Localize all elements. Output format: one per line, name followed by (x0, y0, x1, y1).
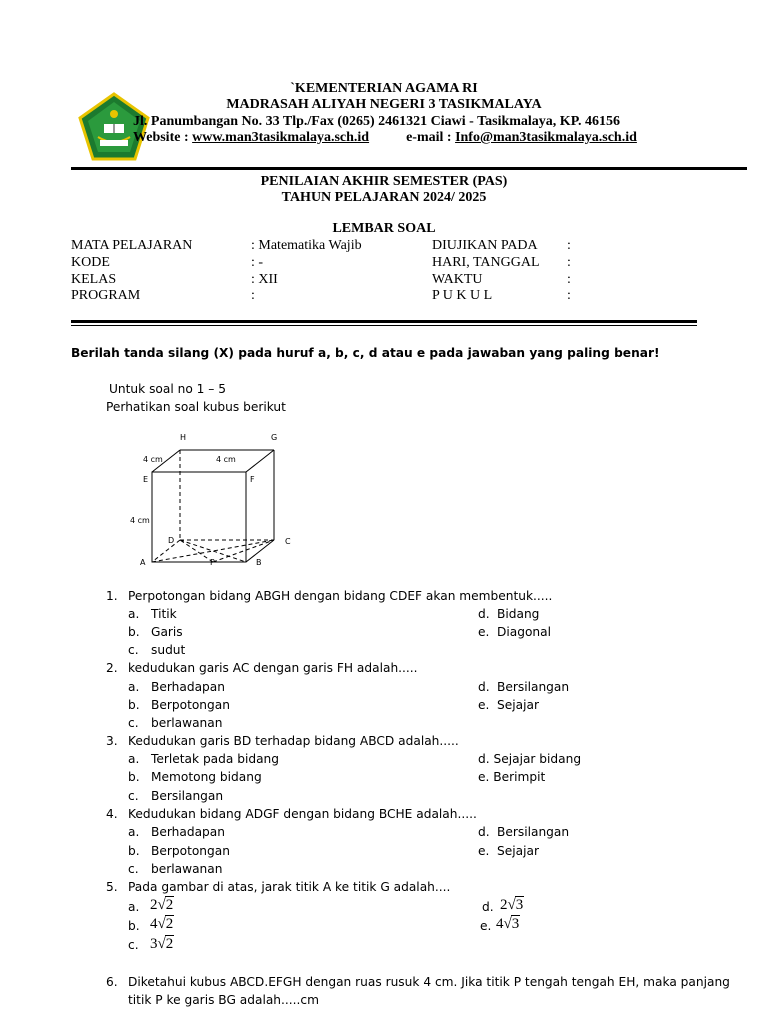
field-value: : - (251, 255, 264, 270)
question-text: Diketahui kubus ABCD.EFGH dengan ruas rusuk 4 cm. Jika titik P tengah tengah EH, maka panjang (128, 975, 730, 989)
email-link[interactable]: Info@man3tasikmalaya.sch.id (455, 130, 637, 145)
option-c[interactable]: sudut (151, 643, 186, 657)
vertex-label-c: C (285, 537, 291, 546)
vertex-label-f: F (250, 475, 255, 484)
option-a[interactable]: Titik (151, 607, 177, 621)
field-label: KODE (71, 255, 110, 270)
option-a-letter[interactable]: a. (128, 752, 140, 766)
option-c[interactable]: 3√2 (150, 936, 174, 952)
option-a[interactable]: 2√2 (150, 897, 174, 913)
option-a[interactable]: Berhadapan (151, 680, 225, 694)
dimension-label: 4 cm (216, 455, 236, 464)
field-label: P U K U L (432, 288, 493, 303)
question-number: 5. (106, 880, 118, 894)
exam-year: TAHUN PELAJARAN 2024/ 2025 (281, 190, 487, 205)
question-number: 4. (106, 807, 118, 821)
header-rule (71, 167, 747, 170)
option-d[interactable]: 2√3 (500, 897, 524, 913)
section-rule-thin (71, 325, 697, 326)
vertex-label-h: H (180, 433, 187, 442)
field-value: : (567, 272, 571, 287)
field-label: PROGRAM (71, 288, 141, 303)
header-contact (133, 130, 637, 146)
field-label: DIUJIKAN PADA (432, 238, 538, 253)
website-label: Website : (133, 130, 193, 145)
question-number: 6. (106, 975, 118, 989)
website-link[interactable]: www.man3tasikmalaya.sch.id (192, 130, 370, 145)
option-e[interactable]: e. Berimpit (478, 770, 546, 784)
option-d[interactable]: Bersilangan (497, 680, 570, 694)
point-label-p: P (210, 558, 215, 567)
option-b-letter[interactable]: b. (128, 698, 140, 712)
option-d[interactable]: Bidang (497, 607, 540, 621)
question-number: 1. (106, 589, 118, 603)
option-a[interactable]: Berhadapan (151, 825, 225, 839)
option-b[interactable]: Berpotongan (151, 844, 230, 858)
option-e[interactable]: 4√3 (496, 916, 520, 932)
option-b[interactable]: Berpotongan (151, 698, 230, 712)
option-c[interactable]: berlawanan (151, 716, 223, 730)
header-ministry: `KEMENTERIAN AGAMA RI (290, 81, 478, 96)
option-a-letter[interactable]: a. (128, 607, 140, 621)
vertex-label-d: D (168, 536, 175, 545)
vertex-label-g: G (271, 433, 278, 442)
option-c-letter[interactable]: c. (128, 862, 139, 876)
question-number: 2. (106, 661, 118, 675)
question-text: titik P ke garis BG adalah.....cm (128, 993, 319, 1007)
option-b[interactable]: 4√2 (150, 916, 174, 932)
option-b[interactable]: Garis (151, 625, 183, 639)
option-e[interactable]: Sejajar (497, 698, 539, 712)
vertex-label-b: B (256, 558, 262, 567)
question-text: Kedudukan bidang ADGF dengan bidang BCHE adalah..... (128, 807, 477, 821)
option-b-letter[interactable]: b. (128, 770, 140, 784)
dimension-label: 4 cm (130, 516, 150, 525)
field-label: KELAS (71, 272, 117, 287)
option-a-letter[interactable]: a. (128, 900, 140, 914)
option-d-letter[interactable]: d. (482, 900, 494, 914)
field-value: : (251, 288, 255, 303)
instruction: Berilah tanda silang (X) pada huruf a, b, c, d atau e pada jawaban yang paling benar! (71, 346, 660, 360)
section-rule-thick (71, 320, 697, 323)
option-e-letter[interactable]: e. (478, 625, 490, 639)
field-value: : Matematika Wajib (251, 238, 362, 253)
option-c[interactable]: Bersilangan (151, 789, 224, 803)
option-e[interactable]: Sejajar (497, 844, 539, 858)
question-text: kedudukan garis AC dengan garis FH adalah..... (128, 661, 418, 675)
option-d[interactable]: d. Sejajar bidang (478, 752, 582, 766)
field-label: HARI, TANGGAL (432, 255, 540, 270)
field-value: : XII (251, 272, 278, 287)
exam-title: PENILAIAN AKHIR SEMESTER (PAS) (260, 174, 508, 189)
option-b-letter[interactable]: b. (128, 919, 140, 933)
intro-line: Perhatikan soal kubus berikut (106, 400, 286, 414)
option-d-letter[interactable]: d. (478, 607, 490, 621)
option-e-letter[interactable]: e. (478, 844, 490, 858)
header-address: Jl. Panumbangan No. 33 Tlp./Fax (0265) 2461321 Ciawi - Tasikmalaya, KP. 46156 (133, 114, 620, 129)
option-d[interactable]: Bersilangan (497, 825, 570, 839)
field-value: : (567, 238, 571, 253)
question-text: Pada gambar di atas, jarak titik A ke titik G adalah.... (128, 880, 451, 894)
option-a[interactable]: Terletak pada bidang (151, 752, 280, 766)
question-text: Perpotongan bidang ABGH dengan bidang CDEF akan membentuk..... (128, 589, 553, 603)
email-label: e-mail : (406, 130, 456, 145)
field-value: : (567, 255, 571, 270)
option-b-letter[interactable]: b. (128, 625, 140, 639)
option-e[interactable]: Diagonal (497, 625, 552, 639)
field-label: MATA PELAJARAN (71, 238, 193, 253)
option-b[interactable]: Memotong bidang (151, 770, 262, 784)
field-label: WAKTU (432, 272, 483, 287)
option-e-letter[interactable]: e. (478, 698, 490, 712)
header-school: MADRASAH ALIYAH NEGERI 3 TASIKMALAYA (226, 97, 542, 112)
vertex-label-e: E (143, 475, 149, 484)
option-b-letter[interactable]: b. (128, 844, 140, 858)
question-text: Kedudukan garis BD terhadap bidang ABCD adalah..... (128, 734, 459, 748)
intro-line: Untuk soal no 1 – 5 (109, 382, 227, 396)
option-c[interactable]: berlawanan (151, 862, 223, 876)
option-a-letter[interactable]: a. (128, 825, 140, 839)
sheet-title: LEMBAR SOAL (332, 221, 436, 236)
option-d-letter[interactable]: d. (478, 680, 490, 694)
option-a-letter[interactable]: a. (128, 680, 140, 694)
cube-figure (128, 428, 308, 570)
option-c-letter[interactable]: c. (128, 789, 139, 803)
vertex-label-a: A (140, 558, 146, 567)
option-c-letter[interactable]: c. (128, 716, 139, 730)
option-c-letter[interactable]: c. (128, 643, 139, 657)
option-e-letter[interactable]: e. (480, 919, 492, 933)
option-d-letter[interactable]: d. (478, 825, 490, 839)
question-number: 3. (106, 734, 118, 748)
option-c-letter[interactable]: c. (128, 938, 139, 952)
field-value: : (567, 288, 571, 303)
dimension-label: 4 cm (143, 455, 163, 464)
